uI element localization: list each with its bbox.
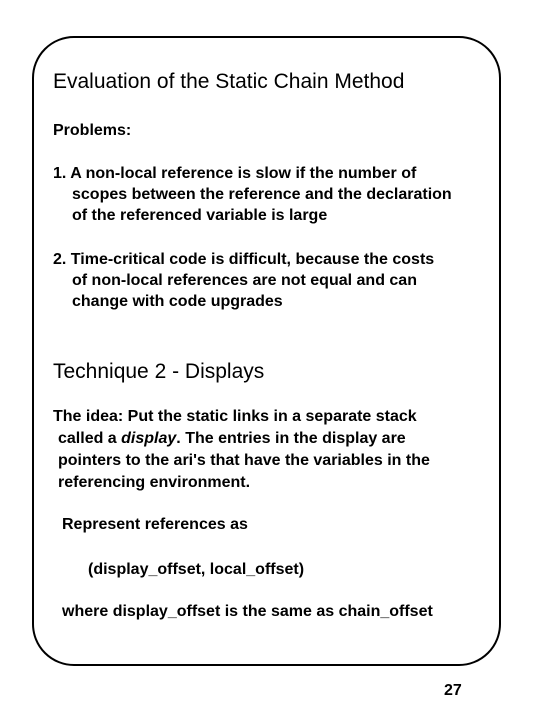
problem-1-line-3: of the referenced variable is large xyxy=(72,207,328,224)
problem-1-line-1: 1. A non-local reference is slow if the number of xyxy=(53,165,417,182)
tuple-text: (display_offset, local_offset) xyxy=(88,561,305,578)
idea-line-2-end: . The entries in the display are xyxy=(176,430,406,447)
page-number: 27 xyxy=(444,682,462,699)
section-title: Technique 2 - Displays xyxy=(53,360,265,383)
idea-line-4: referencing environment. xyxy=(58,474,251,491)
problem-2-line-3: change with code upgrades xyxy=(72,293,283,310)
slide-title: Evaluation of the Static Chain Method xyxy=(53,70,405,93)
idea-line-2 xyxy=(58,430,406,448)
where-text: where display_offset is the same as chain_offset xyxy=(62,603,433,620)
idea-line-1: The idea: Put the static links in a separate stack xyxy=(53,408,417,425)
idea-line-3: pointers to the ari's that have the variables in the xyxy=(58,452,430,469)
represent-text: Represent references as xyxy=(62,516,248,533)
display-term: display xyxy=(121,430,177,447)
problem-1-line-2: scopes between the reference and the declaration xyxy=(72,186,452,203)
problems-heading: Problems: xyxy=(53,122,132,139)
problem-2-line-2: of non-local references are not equal and can xyxy=(72,272,417,289)
problem-2-line-1: 2. Time-critical code is difficult, because the costs xyxy=(53,251,435,268)
idea-line-2-start: called a xyxy=(58,430,122,447)
